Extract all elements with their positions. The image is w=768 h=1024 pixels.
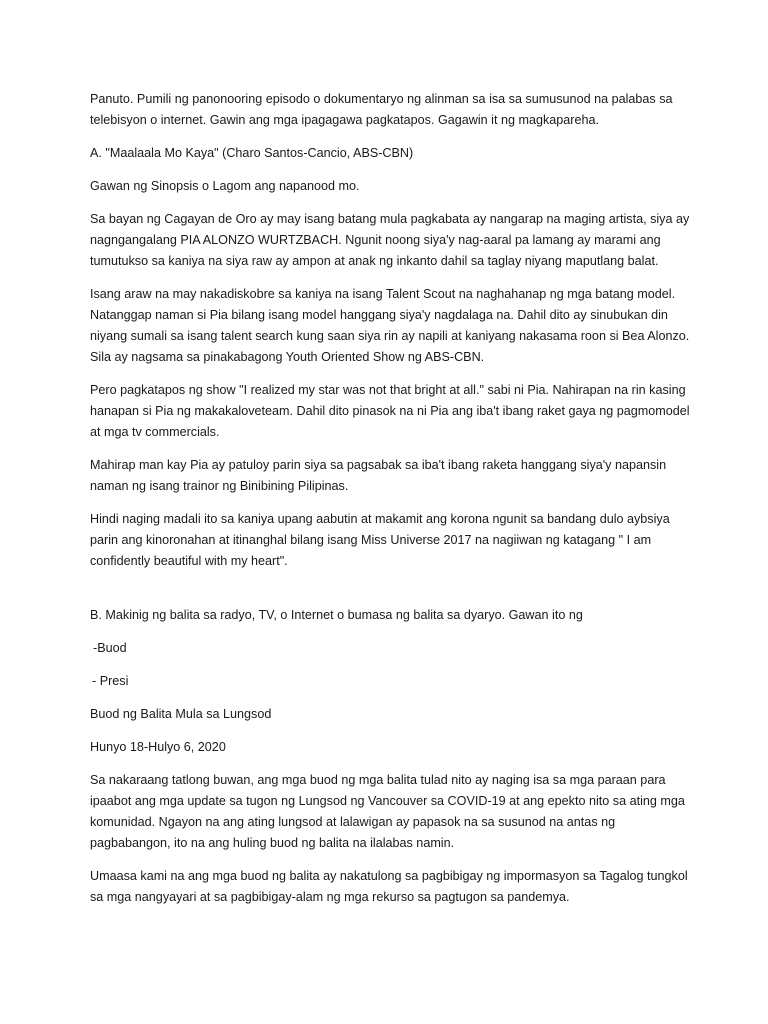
- section-a-instruction: Gawan ng Sinopsis o Lagom ang napanood mo.: [90, 179, 360, 193]
- synopsis-paragraph: Hindi naging madali ito sa kaniya upang aabutin at makamit ang korona ngunit sa bandang dulo aybsiya parin ang kinoronahan at itinanghal bilang isang Miss Universe 2017 na nagiiwan ng katagang " I am confidently beautiful with my heart".: [90, 512, 670, 568]
- instructions-paragraph: Panuto. Pumili ng panonooring episodo o dokumentaryo ng alinman sa isa sa sumusunod na palabas sa telebisyon o internet. Gawin ang mga ipagagawa pagkatapos. Gagawin it ng magkapareha.: [90, 92, 673, 127]
- list-item-presi: - Presi: [92, 674, 129, 688]
- synopsis-paragraph: Mahirap man kay Pia ay patuloy parin siya sa pagsabak sa iba't ibang raketa hanggang siya'y napansin naman ng isang trainor ng Binibining Pilipinas.: [90, 458, 667, 493]
- news-summary-title: Buod ng Balita Mula sa Lungsod: [90, 707, 272, 721]
- synopsis-paragraph: Pero pagkatapos ng show "I realized my star was not that bright at all." sabi ni Pia. Nahirapan na rin kasing hanapan si Pia ng makakaloveteam. Dahil dito pinasok na ni Pia ang iba't ibang raket gaya ng pagmomodel at mga tv commercials.: [90, 383, 690, 439]
- list-item-buod: -Buod: [93, 641, 127, 655]
- document-body: [90, 89, 690, 908]
- synopsis-paragraph: Isang araw na may nakadiskobre sa kaniya na isang Talent Scout na naghahanap ng mga batang model. Natanggap naman si Pia bilang isang model hanggang siya'y nagdalaga na. Dahil dito ay sinubukan din niyang sumali sa isang talent search kung saan siya rin ay napili at kaniyang nakasama roon si Bea Alonzo. Sila ay nagsama sa pinakabagong Youth Oriented Show ng ABS-CBN.: [90, 287, 690, 364]
- news-summary-date: Hunyo 18-Hulyo 6, 2020: [90, 740, 226, 754]
- section-b-heading: B. Makinig ng balita sa radyo, TV, o Internet o bumasa ng balita sa dyaryo. Gawan ito ng: [90, 608, 583, 622]
- news-paragraph: Umaasa kami na ang mga buod ng balita ay nakatulong sa pagbibigay ng impormasyon sa Tagalog tungkol sa mga nangyayari at sa pagbibigay-alam ng mga rekurso sa pagtugon sa pandemya.: [90, 869, 688, 904]
- synopsis-paragraph: Sa bayan ng Cagayan de Oro ay may isang batang mula pagkabata ay nangarap na maging artista, siya ay nagngangalang PIA ALONZO WURTZBACH. Ngunit noong siya'y nag-aaral pa lamang ay marami ang tumutukso sa kaniya na siya raw ay ampon at anak ng inkanto dahil sa taglay niyang maputlang balat.: [90, 212, 690, 268]
- news-paragraph: Sa nakaraang tatlong buwan, ang mga buod ng mga balita tulad nito ay naging isa sa mga paraan para ipaabot ang mga update sa tugon ng Lungsod ng Vancouver sa COVID-19 at ang epekto nito sa ating mga komunidad. Ngayon na ang ating lungsod at lalawigan ay papasok na sa susunod na antas ng pagbabangon, ito na ang huling buod ng balita na ilalabas namin.: [90, 773, 685, 850]
- section-a-heading: A. "Maalaala Mo Kaya" (Charo Santos-Cancio, ABS-CBN): [90, 146, 414, 160]
